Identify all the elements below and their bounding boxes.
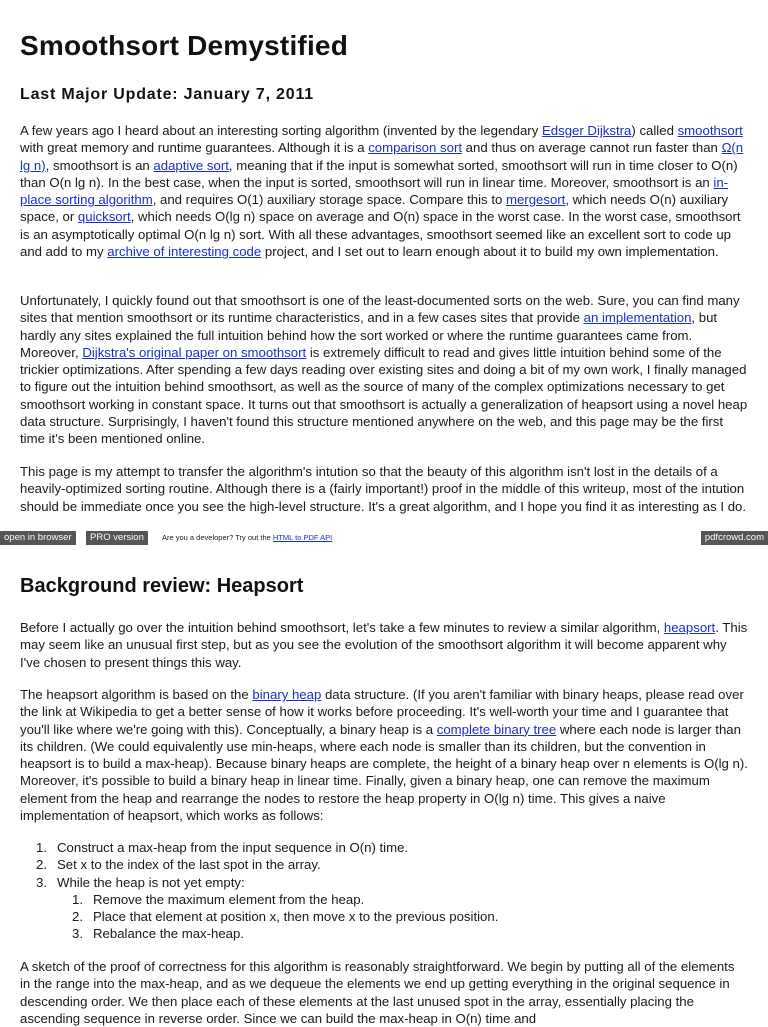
list-item: 2. Set x to the index of the last spot in the array. <box>36 857 321 873</box>
link-comparison-sort[interactable]: comparison sort <box>368 140 463 156</box>
link-omega-n-lg-n[interactable]: Ω(n lg n) <box>20 140 744 173</box>
heapsort-substeps-list <box>56 891 748 943</box>
pdfcrowd-link[interactable]: pdfcrowd.com <box>701 531 768 545</box>
html-to-pdf-api-link[interactable]: HTML to PDF API <box>272 533 333 542</box>
link-in-place-sorting[interactable]: in-place sorting algorithm <box>20 174 729 208</box>
heapsort-paragraph-1: Before I actually go over the intuition behind smoothsort, let's take a few minutes to review a similar algorithm, heapsort. This may seem like an unusual first step, but as you see the evolution of the smoothsort algorithm it will become apparent why I've chosen to present things this way. <box>20 620 748 670</box>
developer-promo: Are you a developer? Try out the HTML to PDF API <box>162 533 333 542</box>
section-heading-heapsort: Background review: Heapsort <box>20 575 304 597</box>
list-item: 1. Construct a max-heap from the input sequence in O(n) time. <box>36 840 409 855</box>
intro-paragraph-2: Unfortunately, I quickly found out that smoothsort is one of the least-documented sorts on the web. Sure, you can find many sites that mention smoothsort or its runtime characteristics, and in a few cases sites that provide an implementation, but hardly any sites explained the full intuition behind how the sort worked or where the runtime guarantees came from. Moreover, Dijkstra's original paper on smoothsort is extremely difficult to read and gives little intuition behind some of the trickier optimizations. After spending a few days reading over existing sites and doing a bit of my own work, I finally managed to figure out the intuition behind smoothsort, as well as the source of many of the complex optimizations necessary to get smoothsort working in constant space. It turns out that smoothsort is actually a generalization of heapsort using a novel heap data structure. Surprisingly, I haven't found this structure mentioned anywhere on the web, and this page may be the first time it's been mentioned online. <box>20 293 748 447</box>
pro-version-button[interactable]: PRO version <box>86 531 148 545</box>
pdfcrowd-banner <box>0 531 768 545</box>
page-title: Smoothsort Demystified <box>20 30 348 61</box>
list-item: 2. Place that element at position x, then move x to the previous position. <box>72 909 499 925</box>
intro-paragraph-1: A few years ago I heard about an interesting sorting algorithm (invented by the legendary Edsger Dijkstra) called smoothsort with great memory and runtime guarantees. Although it is a comparison sort and thus on average cannot run faster than Ω(n lg n), smoothsort is an adaptive sort, meaning that if the input is somewhat sorted, smoothsort will run in time closer to O(n) than O(n lg n). In the best case, when the input is sorted, smoothsort will run in linear time. Moreover, smoothsort is an in-place sorting algorithm, and requires O(1) auxiliary storage space. Compare this to mergesort, which needs O(n) auxiliary space, or quicksort, which needs O(lg n) space on average and O(n) space in the worst case. In the worst case, smoothsort is an asymptotically optimal O(n lg n) sort. With all these advantages, smoothsort seemed like an excellent sort to code up and add to my archive of interesting code project, and I set out to learn enough about it to build my own implementation. <box>20 123 744 260</box>
link-an-implementation[interactable]: an implementation <box>583 310 692 326</box>
link-quicksort[interactable]: quicksort <box>77 209 131 225</box>
link-heapsort[interactable]: heapsort <box>663 620 716 635</box>
link-smoothsort[interactable]: smoothsort <box>677 123 743 138</box>
link-dijkstra-paper[interactable]: Dijkstra's original paper on smoothsort <box>82 344 307 360</box>
list-item: 3. While the heap is not yet empty: <box>36 874 245 890</box>
last-update-heading: Last Major Update: January 7, 2011 <box>20 86 314 103</box>
link-edsger-dijkstra[interactable]: Edsger Dijkstra <box>541 123 632 138</box>
intro-paragraph-3: This page is my attempt to transfer the algorithm's intution so that the beauty of this algorithm isn't lost in the details of a heavily-optimized sorting routine. Although there is a (fairly important!) proof in the middle of this writeup, most of the intution should be immediate once you see the high-level structure. It's a great algorithm, and I hope you find it as interesting as I do. <box>20 464 747 514</box>
link-adaptive-sort[interactable]: adaptive sort <box>153 157 229 173</box>
link-mergesort[interactable]: mergesort <box>505 192 566 208</box>
heapsort-steps-list <box>20 839 748 943</box>
link-archive-of-interesting-code[interactable]: archive of interesting code <box>107 244 262 260</box>
heapsort-paragraph-3: A sketch of the proof of correctness for this algorithm is reasonably straightforward. We begin by putting all of the elements in the range into the max-heap, and as we dequeue the elements we end up getting everything in the original sequence in descending order. We then place each of these elements at the last unused spot in the array, essentially placing the ascending sequence in reverse order. Since we can build the max-heap in O(n) time and <box>20 959 735 1026</box>
heapsort-paragraph-2: The heapsort algorithm is based on the binary heap data structure. (If you aren't familiar with binary heaps, please read over the link at Wikipedia to get a better sense of how it works before proceeding. It's well-worth your time and I guarantee that you'll like where we're going with this). Conceptually, a binary heap is a complete binary tree where each node is larger than its children. (We could equivalently use min-heaps, where each node is smaller than its children, but the convention in heapsort is to build a max-heap). Because binary heaps are complete, the height of a binary heap over n elements is O(lg n). Moreover, it's possible to build a binary heap in linear time. Finally, given a binary heap, one can remove the maximum element from the heap and rearrange the nodes to restore the heap property in O(lg n) time. This gives a naive implementation of heapsort, which works as follows: <box>20 687 748 824</box>
link-complete-binary-tree[interactable]: complete binary tree <box>436 721 557 737</box>
list-item: 1. Remove the maximum element from the heap. <box>72 891 365 907</box>
open-in-browser-button[interactable]: open in browser <box>0 531 76 545</box>
list-item: 3. Rebalance the max-heap. <box>72 926 245 942</box>
link-binary-heap[interactable]: binary heap <box>252 687 322 702</box>
